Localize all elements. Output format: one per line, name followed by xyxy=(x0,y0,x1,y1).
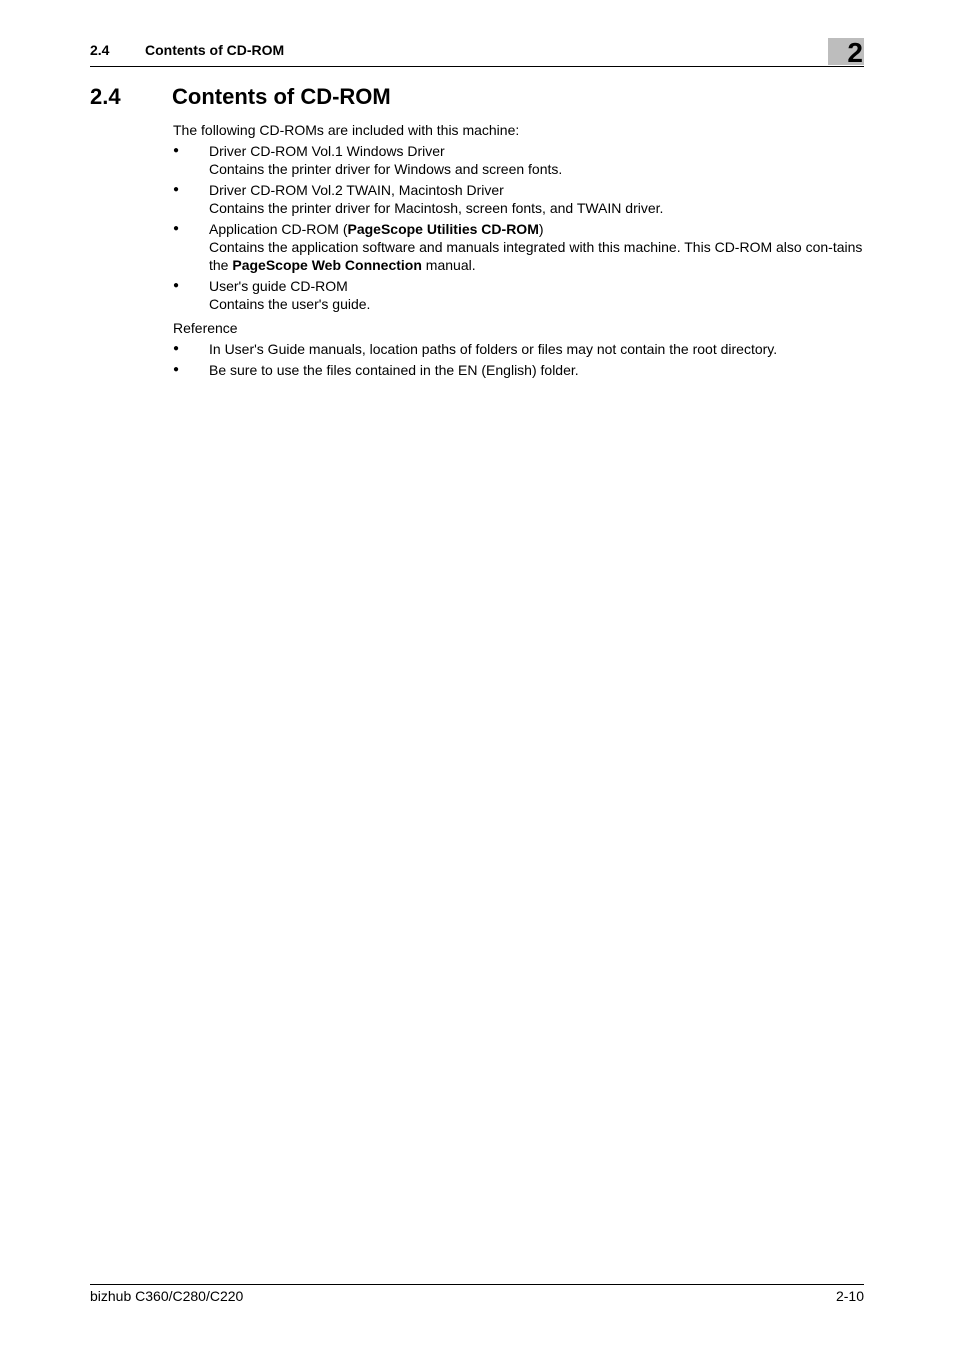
item-description: Contains the user's guide. xyxy=(209,296,371,312)
bullet-icon: ● xyxy=(173,364,180,375)
list-item xyxy=(173,277,863,313)
bullet-icon: ● xyxy=(173,343,180,354)
item-name: User's guide CD-ROM xyxy=(209,278,348,294)
section-heading-number: 2.4 xyxy=(90,84,121,109)
main-content xyxy=(173,121,863,382)
header-section-title: Contents of CD-ROM xyxy=(145,42,285,58)
chapter-number: 2 xyxy=(847,37,863,68)
item-name: Driver CD-ROM Vol.2 TWAIN, Macintosh Driver xyxy=(209,182,504,198)
reference-note: In User's Guide manuals, location paths of folders or files may not contain the root directory. xyxy=(209,341,778,357)
list-item xyxy=(173,361,863,379)
cdrom-list xyxy=(173,142,863,313)
item-name: Driver CD-ROM Vol.1 Windows Driver xyxy=(209,143,445,159)
item-description-prefix: Contains the application software and manuals integrated with this machine. This CD-ROM also con-tains the xyxy=(209,239,863,273)
footer-page-number: 2-10 xyxy=(835,1288,864,1304)
item-description-suffix: manual. xyxy=(421,257,476,273)
bullet-icon: ● xyxy=(173,184,180,195)
bullet-icon: ● xyxy=(173,145,180,156)
header-section-number: 2.4 xyxy=(90,42,110,58)
item-name-suffix: ) xyxy=(538,221,544,237)
section-heading xyxy=(90,84,391,110)
page-footer xyxy=(90,1284,864,1304)
item-name-bold: PageScope Utilities CD-ROM xyxy=(347,221,539,237)
item-description xyxy=(209,238,863,274)
bullet-icon: ● xyxy=(173,223,180,234)
item-name-prefix: Application CD-ROM ( xyxy=(209,221,348,237)
reference-note: Be sure to use the files contained in the EN (English) folder. xyxy=(209,362,579,378)
bullet-icon: ● xyxy=(173,280,180,291)
item-name xyxy=(209,220,863,238)
footer-model: bizhub C360/C280/C220 xyxy=(90,1288,244,1304)
chapter-tab xyxy=(828,37,864,68)
page-header xyxy=(90,38,864,67)
reference-list xyxy=(173,340,863,379)
item-description: Contains the printer driver for Windows and screen fonts. xyxy=(209,161,563,177)
intro-text: The following CD-ROMs are included with this machine: xyxy=(173,122,520,138)
item-description: Contains the printer driver for Macintosh, screen fonts, and TWAIN driver. xyxy=(209,200,664,216)
list-item xyxy=(173,142,863,178)
list-item xyxy=(173,220,863,274)
section-heading-title: Contents of CD-ROM xyxy=(172,84,391,109)
list-item xyxy=(173,181,863,217)
list-item xyxy=(173,340,863,358)
item-description-bold: PageScope Web Connection xyxy=(232,257,422,273)
reference-label: Reference xyxy=(173,320,238,336)
